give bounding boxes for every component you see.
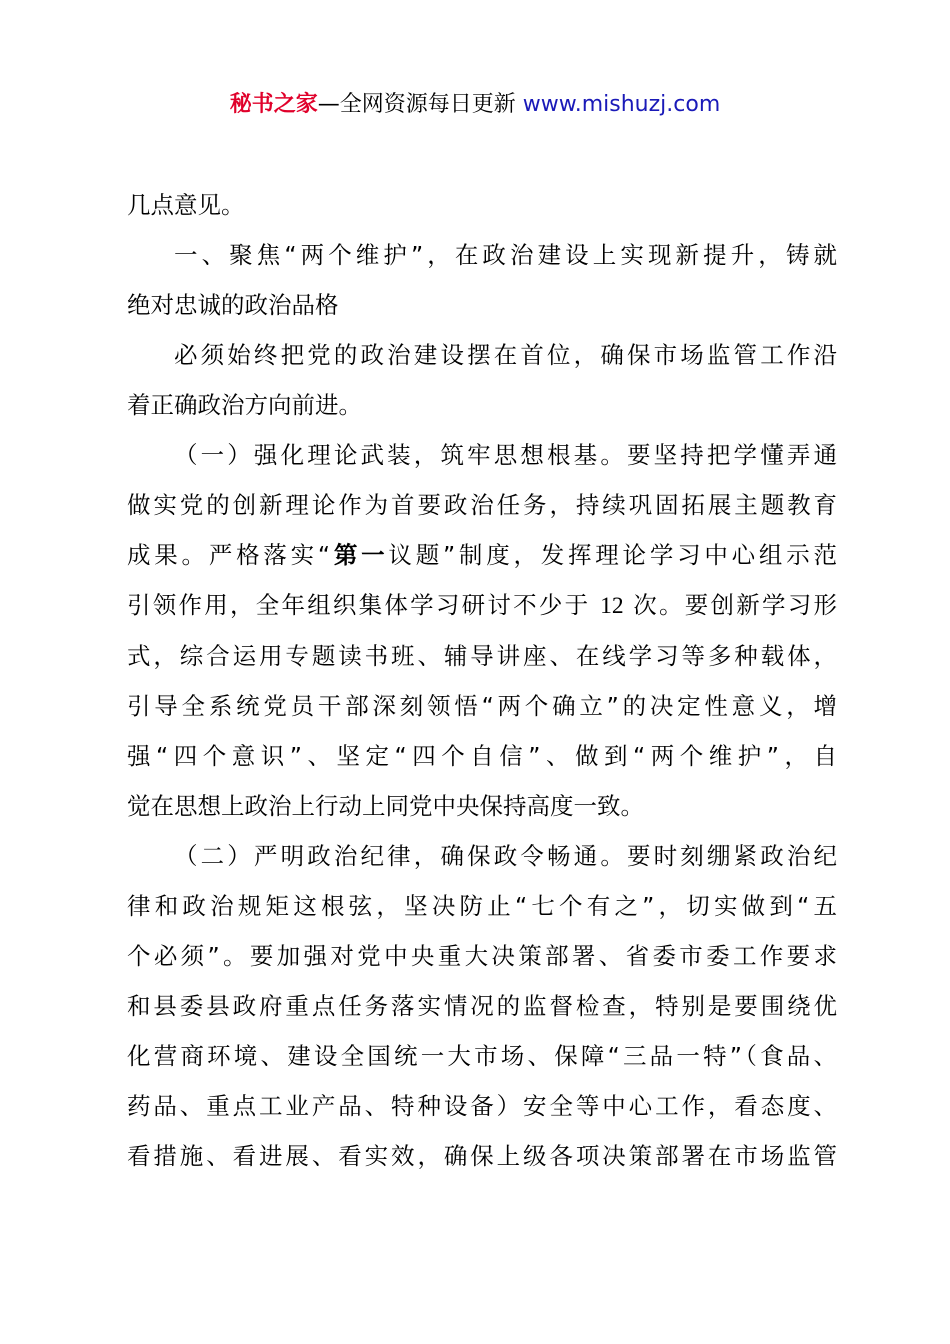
text-line: 一、聚焦“两个维护”，在政治建设上实现新提升，铸就 — [174, 241, 837, 269]
header-slogan: —全网资源每日更新 — [317, 92, 523, 117]
paragraph-subsection-1 — [127, 430, 837, 831]
text-line: 绝对忠诚的政治品格 — [127, 291, 339, 319]
emphasis-text: 第一 — [330, 541, 389, 569]
text-line: 引领作用，全年组织集体学习研讨不少于 12 次。要创新学习形 — [127, 591, 837, 619]
text-line: 强“四个意识”、坚定“四个自信”、做到“两个维护”，自 — [127, 742, 837, 770]
text-line: （一）强化理论武装，筑牢思想根基。要坚持把学懂弄通 — [174, 441, 837, 469]
document-body — [127, 180, 837, 1181]
text-line: 律和政治规矩这根弦，坚决防止“七个有之”，切实做到“五 — [127, 892, 837, 920]
text-line: 和县委县政府重点任务落实情况的监督检查，特别是要围绕优 — [127, 992, 837, 1020]
paragraph-intro-tail — [127, 180, 837, 230]
text-line: 几点意见。 — [127, 191, 245, 219]
text-line: 成果。严格落实“第一议题”制度，发挥理论学习中心组示范 — [127, 541, 837, 569]
text-line: 式，综合运用专题读书班、辅导讲座、在线学习等多种载体， — [127, 642, 837, 670]
text-line: 觉在思想上政治上行动上同党中央保持高度一致。 — [127, 792, 644, 820]
section-heading-1 — [127, 230, 837, 330]
header-brand: 秘书之家 — [229, 92, 318, 117]
text-line: 化营商环境、建设全国统一大市场、保障“三品一特”（食品、 — [127, 1042, 837, 1070]
text-line: （二）严明政治纪律，确保政令畅通。要时刻绷紧政治纪 — [174, 842, 837, 870]
paragraph-section-1-lead — [127, 330, 837, 430]
text-line: 必须始终把党的政治建设摆在首位，确保市场监管工作沿 — [174, 341, 837, 369]
text-line: 个必须”。要加强对党中央重大决策部署、省委市委工作要求 — [127, 942, 837, 970]
text-line: 着正确政治方向前进。 — [127, 391, 362, 419]
header-site-url[interactable]: www.mishuzj.com — [522, 92, 721, 117]
text-line: 做实党的创新理论作为首要政治任务，持续巩固拓展主题教育 — [127, 491, 837, 519]
text-line: 引导全系统党员干部深刻领悟“两个确立”的决定性意义，增 — [127, 692, 837, 720]
text-line: 药品、重点工业产品、特种设备）安全等中心工作，看态度、 — [127, 1092, 837, 1120]
paragraph-subsection-2 — [127, 831, 837, 1181]
page-header — [0, 88, 950, 122]
number-text: 12 — [600, 593, 624, 619]
text-line: 看措施、看进展、看实效，确保上级各项决策部署在市场监管 — [127, 1142, 837, 1170]
